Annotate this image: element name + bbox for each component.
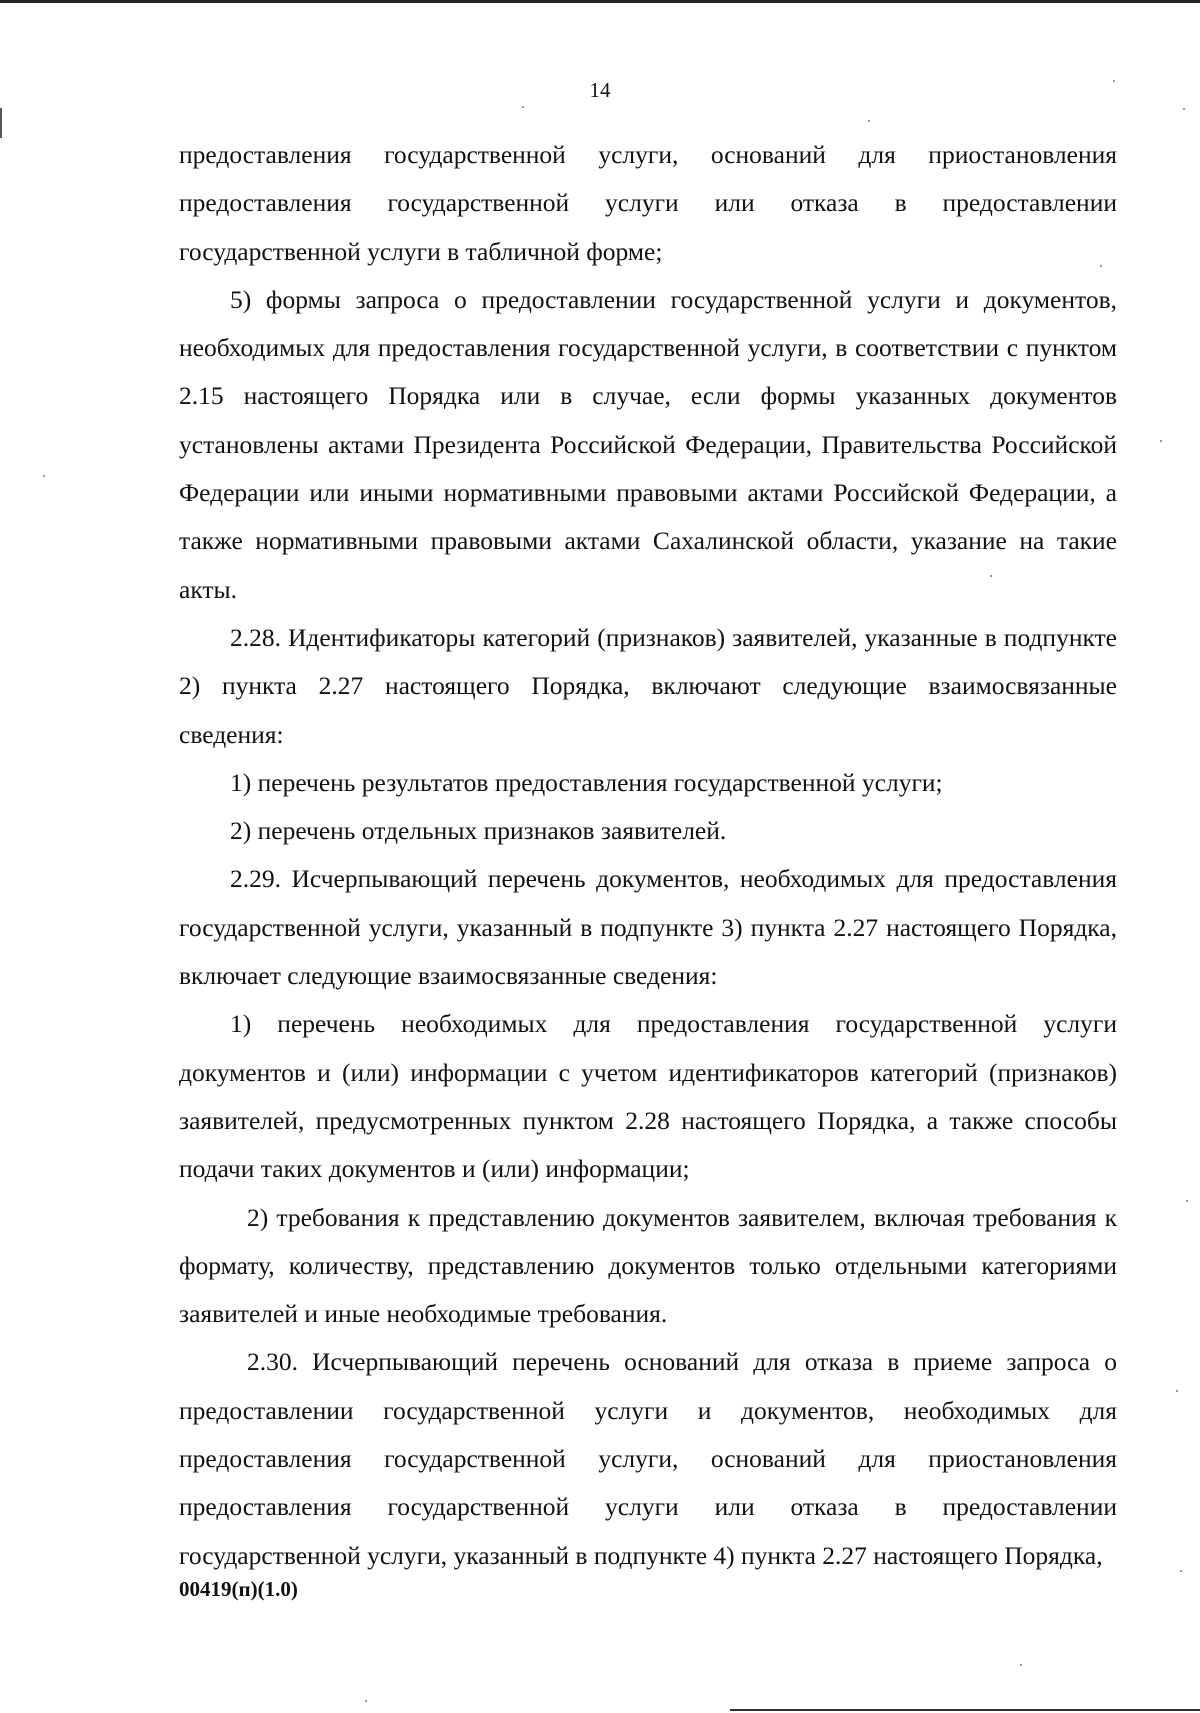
scan-speck	[1180, 1570, 1182, 1572]
scan-border-bottom	[730, 1709, 1200, 1711]
paragraph-2-30: 2.30. Исчерпывающий перечень оснований для отказа в приеме запроса о предоставлении государственной услуги и документов, необходимых для предоставления государственной услуги, оснований для приостановления предоставления государственной услуги или отказа в предоставлении государственной услуги, указанный в подпункте 4) пункта 2.27 настоящего Порядка,	[179, 1347, 1117, 1570]
page-number: 14	[589, 78, 611, 102]
paragraph-item-5: 5) формы запроса о предоставлении государственной услуги и документов, необходимых для предоставления государственной услуги, в соответствии с пунктом 2.15 настоящего Порядка или в случае, если формы указанных документов установлены актами Президента Российской Федерации, Правительства Российской Федерации или иными нормативными правовыми актами Российской Федерации, а также нормативными правовыми актами Сахалинской области, указание на такие акты.	[179, 284, 1117, 604]
scan-speck	[1020, 1664, 1022, 1666]
paragraph-2-29-item-2: 2) требования к представлению документов заявителем, включая требования к формату, количеству, представлению документов только отдельными категориями заявителей и иные необходимые требования.	[179, 1202, 1117, 1329]
scan-speck	[868, 120, 870, 122]
scan-speck	[1100, 265, 1102, 267]
scan-speck	[1113, 80, 1115, 82]
scan-speck	[990, 575, 992, 577]
scan-speck	[522, 106, 524, 108]
scan-border-top	[0, 0, 1200, 3]
paragraph-2-28: 2.28. Идентификаторы категорий (признаков) заявителей, указанные в подпункте 2) пункта 2.27 настоящего Порядка, включают следующие взаимосвязанные сведения:	[179, 622, 1117, 749]
paragraph-continuation: предоставления государственной услуги, оснований для приостановления предоставления государственной услуги или отказа в предоставлении государственной услуги в табличной форме;	[179, 140, 1117, 266]
scan-speck	[1186, 1200, 1188, 1202]
scan-mark-left	[0, 108, 2, 138]
paragraph-2-28-item-2: 2) перечень отдельных признаков заявителей.	[230, 816, 727, 846]
page-body	[179, 131, 1117, 1580]
scan-speck	[365, 1700, 367, 1702]
scan-speck	[1183, 108, 1185, 110]
paragraph-2-29-item-1: 1) перечень необходимых для предоставления государственной услуги документов и (или) информации с учетом идентификаторов категорий (признаков) заявителей, предусмотренных пунктом 2.28 настоящего Порядка, а также способы подачи таких документов и (или) информации;	[179, 1009, 1117, 1184]
paragraph-2-28-item-1: 1) перечень результатов предоставления государственной услуги;	[230, 767, 943, 797]
scan-speck	[1160, 440, 1162, 442]
scan-speck	[43, 475, 45, 477]
document-code: 00419(п)(1.0)	[179, 1577, 298, 1601]
paragraph-2-29: 2.29. Исчерпывающий перечень документов, необходимых для предоставления государственной услуги, указанный в подпункте 3) пункта 2.27 настоящего Порядка, включает следующие взаимосвязанные сведения:	[179, 864, 1117, 991]
scan-speck	[1176, 1390, 1178, 1392]
